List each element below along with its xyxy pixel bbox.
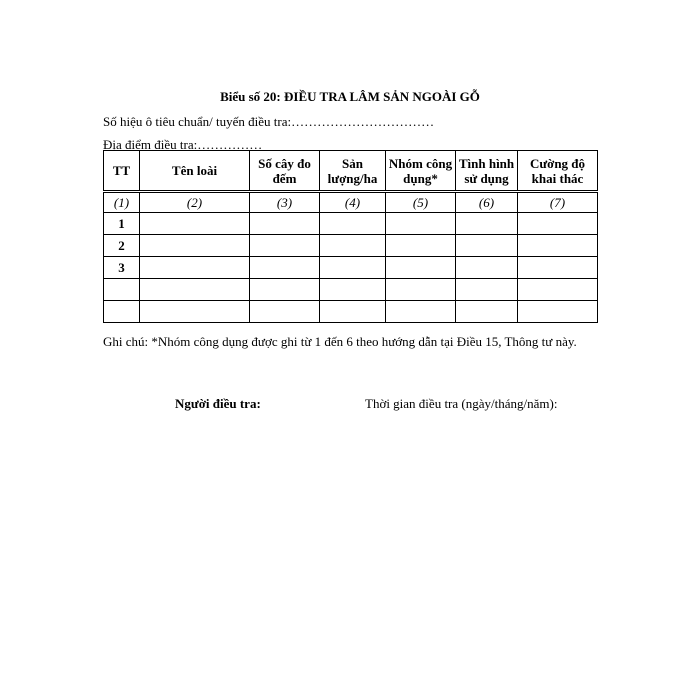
table-cell: [320, 213, 386, 235]
plot-id-field: Số hiệu ô tiêu chuẩn/ tuyến điều tra:……………………………: [103, 114, 435, 129]
table-cell: [456, 301, 518, 323]
table-cell: [140, 235, 250, 257]
table-cell: [250, 279, 320, 301]
column-number: (1): [104, 192, 140, 213]
surveyor-label: Người điều tra:: [175, 396, 261, 411]
column-number: (2): [140, 192, 250, 213]
table-cell: [386, 301, 456, 323]
header-yield-per-ha: Sản lượng/ha: [320, 151, 386, 192]
column-number: (7): [518, 192, 598, 213]
table-row: [104, 235, 598, 257]
column-number: (4): [320, 192, 386, 213]
table-cell: [250, 257, 320, 279]
table-cell: [518, 235, 598, 257]
table-cell: [320, 279, 386, 301]
table-cell: [250, 213, 320, 235]
footnote: Ghi chú: *Nhóm công dụng được ghi từ 1 đến 6 theo hướng dẫn tại Điều 15, Thông tư này.: [103, 334, 577, 349]
form-title: Biểu số 20: ĐIỀU TRA LÂM SẢN NGOÀI GỖ: [220, 89, 480, 104]
header-harvest-intensity: Cường độ khai thác: [518, 151, 598, 192]
table-cell: [250, 235, 320, 257]
header-species-name: Tên loài: [140, 151, 250, 192]
table-row: [104, 257, 598, 279]
table-cell: [140, 279, 250, 301]
survey-table: [103, 150, 598, 323]
table-cell: [456, 279, 518, 301]
column-number: (3): [250, 192, 320, 213]
table-header-row: [104, 151, 598, 192]
table-cell: [320, 235, 386, 257]
table-cell: [456, 235, 518, 257]
table-cell: [140, 213, 250, 235]
table-cell: [386, 279, 456, 301]
row-number: 3: [104, 257, 140, 279]
table-cell: [518, 301, 598, 323]
table-cell: [518, 279, 598, 301]
header-usage-status: Tình hình sử dụng: [456, 151, 518, 192]
table-cell: [386, 257, 456, 279]
table-cell: [250, 301, 320, 323]
location-field: Địa điểm điều tra:……………: [103, 137, 263, 152]
row-number: [104, 301, 140, 323]
header-tt: TT: [104, 151, 140, 192]
row-number: 1: [104, 213, 140, 235]
row-number: [104, 279, 140, 301]
table-row: [104, 213, 598, 235]
column-number: (6): [456, 192, 518, 213]
table-cell: [518, 257, 598, 279]
table-cell: [386, 235, 456, 257]
column-number: (5): [386, 192, 456, 213]
table-cell: [518, 213, 598, 235]
table-row: [104, 279, 598, 301]
survey-date-label: Thời gian điều tra (ngày/tháng/năm):: [365, 396, 558, 411]
table-cell: [386, 213, 456, 235]
table-cell: [456, 213, 518, 235]
table-cell: [140, 301, 250, 323]
table-row: [104, 301, 598, 323]
table-cell: [140, 257, 250, 279]
header-tree-count: Số cây đo đếm: [250, 151, 320, 192]
column-number-row: [104, 192, 598, 213]
table-cell: [320, 301, 386, 323]
row-number: 2: [104, 235, 140, 257]
header-use-group: Nhóm công dụng*: [386, 151, 456, 192]
table-cell: [320, 257, 386, 279]
table-cell: [456, 257, 518, 279]
